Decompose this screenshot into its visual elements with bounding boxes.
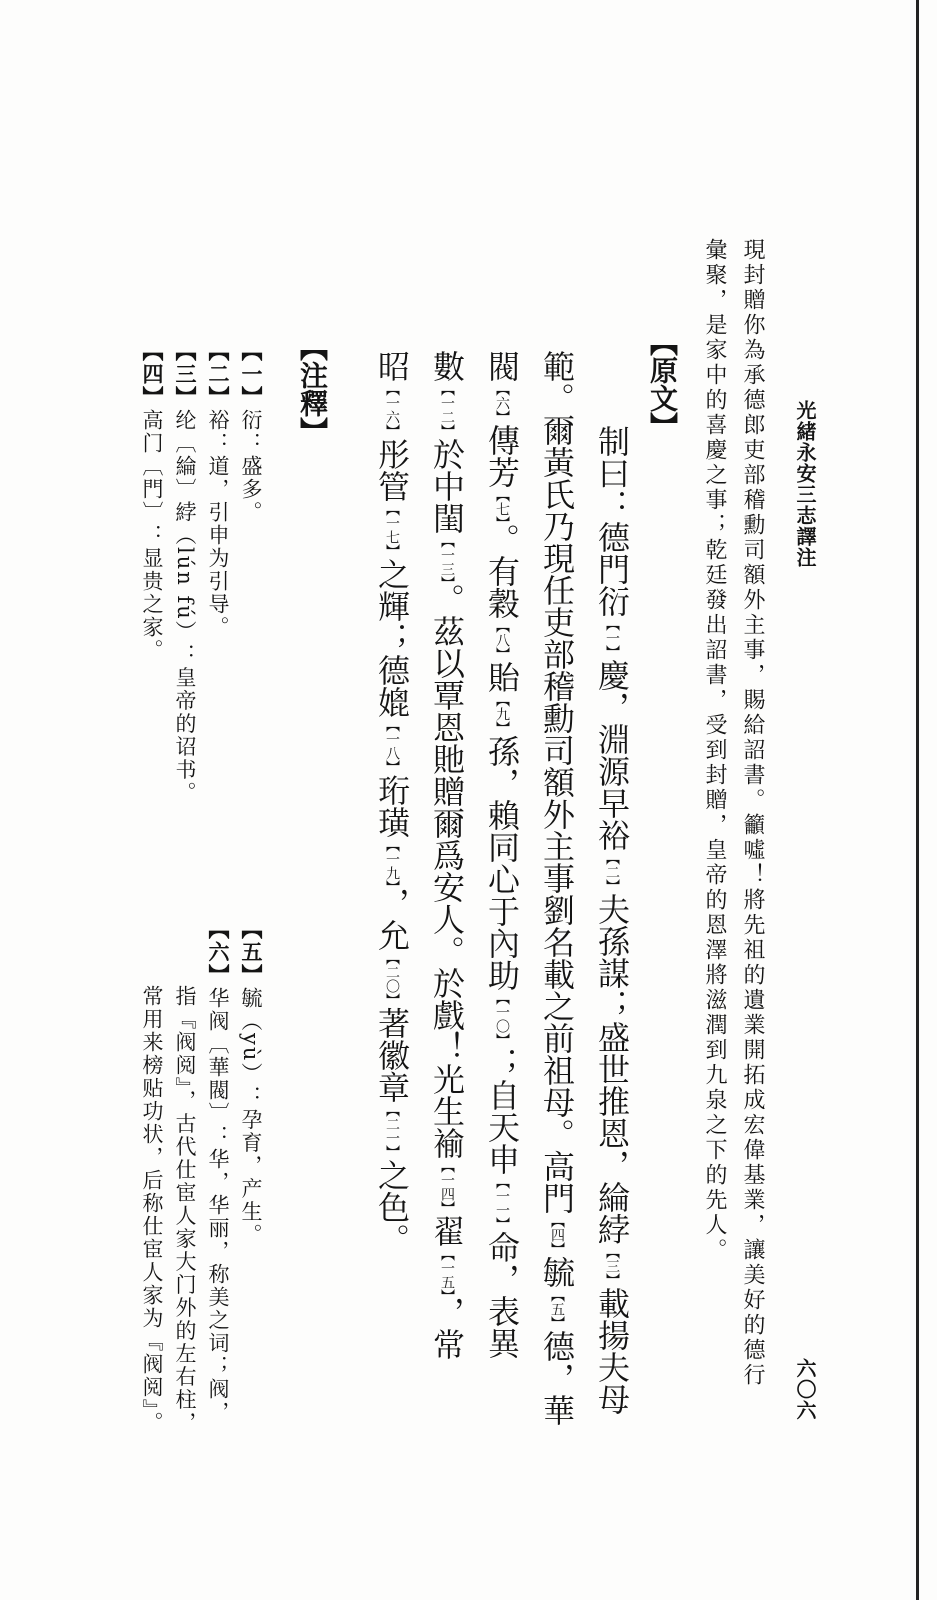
original-text-segment: 。有穀 — [483, 523, 521, 619]
note-text: 高门〔門〕：显贵之家。 — [140, 409, 164, 662]
original-text-segment: ，常 — [428, 1296, 466, 1360]
original-text-segment: 之輝；德媲 — [373, 558, 411, 718]
original-text-segment: 數 — [428, 350, 466, 382]
note-number: 【三】 — [173, 340, 198, 409]
note-number: 【二】 — [206, 340, 231, 409]
original-text-segment: 著徽章 — [373, 1007, 411, 1103]
note-item — [240, 918, 262, 1246]
original-text-segment: 昭 — [373, 350, 411, 382]
note-item — [207, 340, 229, 639]
note-item — [174, 340, 196, 805]
original-text-segment: 。茲以覃恩貤贈爾爲安人。於戲！光生褕 — [428, 583, 466, 1159]
original-text-segment: 孫，賴同心于內助 — [483, 735, 521, 991]
notes-heading: 【注釋】 — [296, 333, 329, 445]
translation-line: 現封贈你為承德郎吏部稽勳司額外主事，賜給詔書。籲噓！將先祖的遺業開拓成宏偉基業，讓美好的德行 — [740, 238, 765, 1388]
note-reference-marker: 【八】 — [494, 619, 510, 661]
note-reference-marker: 【一五】 — [439, 1247, 455, 1296]
note-item — [141, 340, 163, 662]
note-reference-marker: 【一三】 — [439, 534, 455, 583]
note-reference-marker: 【一六】 — [384, 382, 400, 438]
note-reference-marker: 【九】 — [494, 693, 510, 735]
original-text-segment: 彤管 — [373, 438, 411, 502]
original-text-segment: 毓 — [538, 1256, 576, 1288]
note-reference-marker: 【一四】 — [439, 1159, 455, 1215]
note-item — [240, 340, 262, 524]
note-reference-marker: 【三】 — [604, 1245, 620, 1287]
original-text-segment: 閥 — [483, 350, 521, 382]
note-reference-marker: 【二】 — [604, 851, 620, 893]
note-text: 裕：道，引申为引导。 — [206, 409, 230, 639]
note-continuation-line: 常用来榜贴功状，后称仕宦人家为『阀阅』。 — [140, 985, 164, 1435]
original-text-segment: 夫孫謀；盛世推恩，綸綍 — [593, 893, 631, 1245]
note-text: 纶〔綸〕綍（lún fú）：皇帝的诏书。 — [173, 409, 197, 805]
original-line — [373, 350, 411, 1255]
note-reference-marker: 【一八】 — [384, 718, 400, 774]
note-reference-marker: 【一二】 — [439, 382, 455, 438]
note-item — [207, 918, 229, 1424]
original-text-segment: 載揚夫母 — [593, 1287, 631, 1415]
note-reference-marker: 【一〇】 — [494, 991, 510, 1047]
original-line — [593, 425, 631, 1415]
note-reference-marker: 【四】 — [549, 1214, 565, 1256]
original-text-segment: 德，華 — [538, 1330, 576, 1426]
note-reference-marker: 【一一】 — [494, 1175, 510, 1231]
note-number: 【六】 — [206, 918, 231, 987]
original-text-segment: 之色。 — [373, 1159, 411, 1255]
original-text-segment: ；自天申 — [483, 1047, 521, 1175]
note-number: 【一】 — [239, 340, 264, 409]
book-title: 光緒永安三志譯注 — [793, 400, 817, 568]
original-line — [538, 350, 576, 1426]
note-text: 毓（yù）：孕育，产生。 — [239, 987, 263, 1247]
original-text-segment: 貽 — [483, 661, 521, 693]
note-reference-marker: 【二一】 — [384, 1103, 400, 1159]
original-text-segment: 珩璜 — [373, 774, 411, 838]
note-continuation-line: 指『阀阅』，古代仕宦人家大门外的左右柱， — [173, 985, 197, 1435]
original-text-segment: 於中閨 — [428, 438, 466, 534]
original-line — [483, 350, 521, 1359]
page-number: 六〇六 — [793, 1358, 817, 1421]
note-reference-marker: 【一九】 — [384, 838, 400, 887]
note-reference-marker: 【一七】 — [384, 502, 400, 558]
note-reference-marker: 【六】 — [494, 382, 510, 424]
original-line — [428, 350, 466, 1360]
note-reference-marker: 【一】 — [604, 617, 620, 659]
note-reference-marker: 【二〇】 — [384, 951, 400, 1007]
note-text: 华阀〔華閥〕：华，华丽，称美之词；阀， — [206, 987, 230, 1424]
original-text-segment: 翟 — [428, 1215, 466, 1247]
note-number: 【五】 — [239, 918, 264, 987]
original-text-segment: 命，表異 — [483, 1231, 521, 1359]
original-text-segment: 制曰：德門衍 — [593, 425, 631, 617]
note-reference-marker: 【五】 — [549, 1288, 565, 1330]
original-text-segment: 慶，淵源早裕 — [593, 659, 631, 851]
note-text: 衍：盛多。 — [239, 409, 263, 524]
scan-border — [916, 0, 919, 1600]
original-text-segment: ，允 — [373, 887, 411, 951]
original-text-segment: 範。爾黃氏乃現任吏部稽勳司額外主事劉名載之前祖母。高門 — [538, 350, 576, 1214]
translation-line: 彙聚，是家中的喜慶之事；乾廷發出詔書，受到封贈，皇帝的恩澤將滋潤到九泉之下的先人。 — [702, 238, 727, 1263]
note-reference-marker: 【七】 — [494, 488, 510, 523]
note-number: 【四】 — [140, 340, 165, 409]
original-heading: 【原文】 — [646, 328, 679, 440]
original-text-segment: 傳芳 — [483, 424, 521, 488]
